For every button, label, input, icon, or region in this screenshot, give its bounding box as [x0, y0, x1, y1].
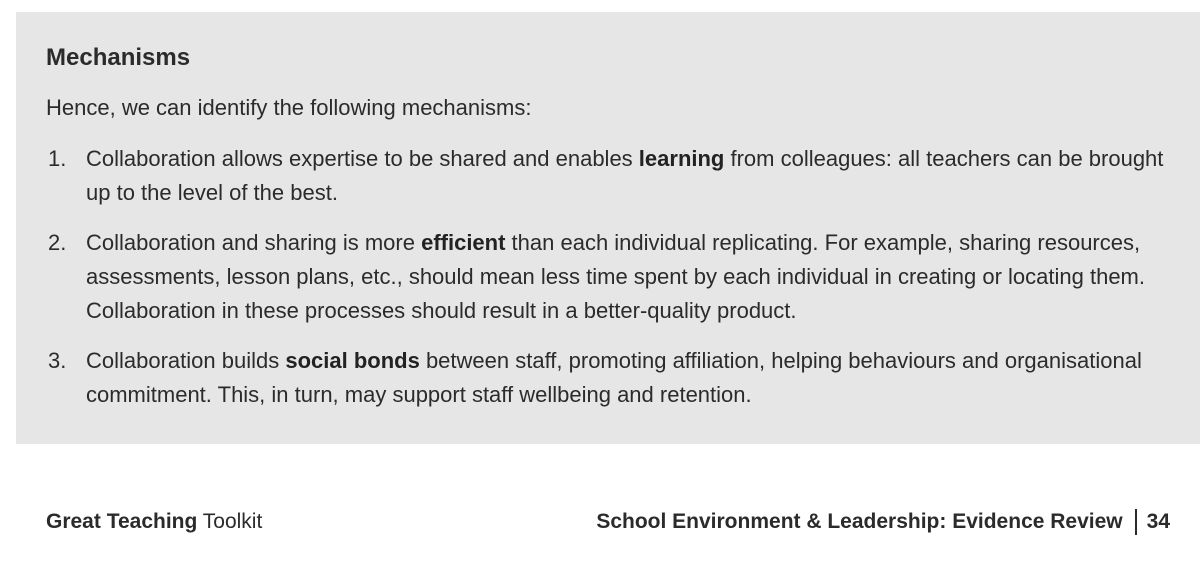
list-item	[46, 344, 1180, 412]
mechanisms-list	[46, 142, 1180, 412]
section-heading: Mechanisms	[46, 44, 191, 71]
item-number: 1.	[48, 146, 67, 171]
document-title: School Environment & Leadership: Evidence Review	[596, 510, 1123, 533]
list-item	[46, 226, 1180, 328]
mechanisms-box	[16, 12, 1200, 444]
footer-title-block	[596, 508, 1170, 536]
item-text-before: Collaboration builds	[86, 348, 286, 373]
page-number: 34	[1146, 510, 1170, 533]
intro-text: Hence, we can identify the following mechanisms:	[46, 95, 532, 120]
list-item	[46, 142, 1180, 210]
item-text-before: Collaboration allows expertise to be shared and enables	[86, 146, 639, 171]
item-number: 3.	[48, 348, 67, 373]
item-keyword: efficient	[421, 230, 506, 255]
item-number: 2.	[48, 230, 67, 255]
item-text-after: between staff, promoting affiliation, helping behaviours and organisational commitment. This, in turn, may support staff wellbeing and retention.	[86, 348, 1142, 407]
mechanisms-content	[46, 42, 1180, 428]
item-text-before: Collaboration and sharing is more	[86, 230, 422, 255]
item-keyword: learning	[638, 146, 725, 171]
footer-divider	[1135, 509, 1137, 535]
footer-brand	[46, 508, 262, 536]
item-text-after: from colleagues: all teachers can be brought up to the level of the best.	[86, 146, 1164, 205]
brand-bold-text: Great Teaching	[46, 510, 198, 533]
brand-regular-text: Toolkit	[197, 510, 263, 533]
item-keyword: social bonds	[285, 348, 420, 373]
item-text-after: than each individual replicating. For example, sharing resources, assessments, lesson plans, etc., should mean less time spent by each individual in creating or locating them. Collaboration in these processes should result in a better-quality product.	[86, 230, 1145, 323]
